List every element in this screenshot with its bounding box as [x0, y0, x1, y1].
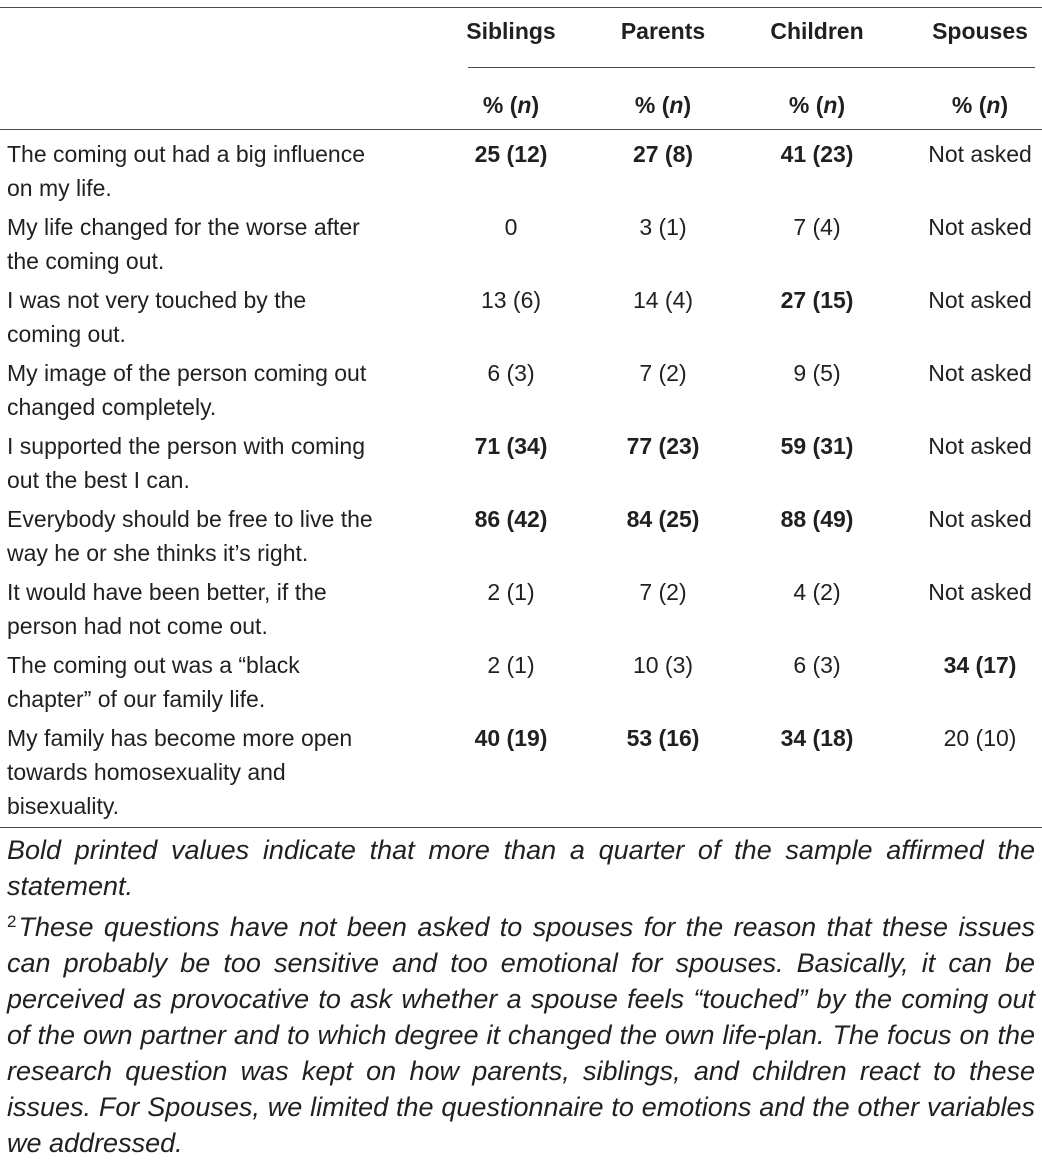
- cell-siblings: 86 (42): [474, 506, 548, 532]
- cell-parents: 7 (2): [639, 579, 687, 605]
- cell-siblings: 71 (34): [474, 433, 548, 459]
- row-statement: [7, 648, 417, 716]
- row-statement-line: The coming out was a “black: [7, 652, 300, 678]
- cell-siblings: 6 (3): [487, 360, 535, 386]
- cell-siblings: 25 (12): [474, 141, 548, 167]
- column-header-siblings: Siblings: [466, 18, 556, 44]
- cell-children: 27 (15): [780, 287, 854, 313]
- row-statement-line: way he or she thinks it’s right.: [7, 540, 309, 566]
- row-statement-line: on my life.: [7, 175, 112, 201]
- top-rule: [0, 7, 1042, 8]
- column-header-spouses: Spouses: [932, 18, 1028, 44]
- cell-spouses: 34 (17): [943, 652, 1017, 678]
- row-statement-line: It would have been better, if the: [7, 579, 327, 605]
- cell-parents: 84 (25): [626, 506, 700, 532]
- column-header-children: Children: [770, 18, 864, 44]
- column-subheader-siblings: % (n): [482, 92, 540, 118]
- cell-siblings: 2 (1): [487, 579, 535, 605]
- cell-children: 34 (18): [780, 725, 854, 751]
- column-subheader-spouses: % (n): [951, 92, 1009, 118]
- table-bottom-rule: [0, 827, 1042, 828]
- column-subheader-parents: % (n): [634, 92, 692, 118]
- cell-children: 7 (4): [793, 214, 841, 240]
- cell-parents: 3 (1): [639, 214, 687, 240]
- row-statement-line: I supported the person with coming: [7, 433, 365, 459]
- cell-children: 88 (49): [780, 506, 854, 532]
- row-statement: [7, 137, 417, 205]
- cell-parents: 7 (2): [639, 360, 687, 386]
- cell-siblings: 2 (1): [487, 652, 535, 678]
- row-statement: [7, 575, 417, 643]
- row-statement-line: My life changed for the worse after: [7, 214, 360, 240]
- cell-spouses: Not asked: [928, 506, 1032, 532]
- row-statement-line: person had not come out.: [7, 613, 268, 639]
- row-statement: [7, 429, 417, 497]
- cell-children: 41 (23): [780, 141, 854, 167]
- header-subrule: [468, 67, 1035, 68]
- column-header-parents: Parents: [620, 18, 706, 44]
- row-statement: [7, 210, 417, 278]
- row-statement: [7, 721, 417, 823]
- footnote-2-text: These questions have not been asked to spouses for the reason that these issues can probably be too sensitive and too emotional for spouses. Basically, it can be perceived as provocative to ask whether a spouse feels “touched” by the coming out of the own partner and to which degree it changed the own life-plan. The focus on the research question was kept on how parents, siblings, and children react to these issues. For Spouses, we limited the questionnaire to emotions and the other variables we addressed.: [7, 912, 1035, 1158]
- footnote-2-marker: 2: [7, 912, 17, 931]
- cell-spouses: Not asked: [928, 141, 1032, 167]
- cell-children: 9 (5): [793, 360, 841, 386]
- row-statement-line: towards homosexuality and: [7, 759, 286, 785]
- row-statement: [7, 502, 417, 570]
- footnote-bold-values: Bold printed values indicate that more than a quarter of the sample affirmed the statement.: [7, 835, 1035, 901]
- cell-children: 4 (2): [793, 579, 841, 605]
- cell-spouses: Not asked: [928, 579, 1032, 605]
- cell-spouses: 20 (10): [943, 725, 1017, 751]
- cell-parents: 14 (4): [632, 287, 694, 313]
- cell-spouses: Not asked: [928, 360, 1032, 386]
- cell-siblings: 40 (19): [474, 725, 548, 751]
- row-statement-line: My family has become more open: [7, 725, 353, 751]
- row-statement: [7, 283, 417, 351]
- row-statement: [7, 356, 417, 424]
- cell-spouses: Not asked: [928, 433, 1032, 459]
- row-statement-line: coming out.: [7, 321, 126, 347]
- column-subheader-children: % (n): [788, 92, 846, 118]
- row-statement-line: Everybody should be free to live the: [7, 506, 373, 532]
- row-statement-line: chapter” of our family life.: [7, 686, 266, 712]
- cell-parents: 53 (16): [626, 725, 700, 751]
- row-statement-line: The coming out had a big influence: [7, 141, 366, 167]
- cell-parents: 27 (8): [632, 141, 694, 167]
- row-statement-line: the coming out.: [7, 248, 165, 274]
- cell-parents: 77 (23): [626, 433, 700, 459]
- cell-siblings: 0: [504, 214, 518, 240]
- row-statement-line: bisexuality.: [7, 793, 120, 819]
- cell-spouses: Not asked: [928, 287, 1032, 313]
- row-statement-line: changed completely.: [7, 394, 217, 420]
- cell-spouses: Not asked: [928, 214, 1032, 240]
- row-statement-line: I was not very touched by the: [7, 287, 307, 313]
- cell-siblings: 13 (6): [480, 287, 542, 313]
- row-statement-line: My image of the person coming out: [7, 360, 367, 386]
- cell-children: 6 (3): [793, 652, 841, 678]
- cell-parents: 10 (3): [632, 652, 694, 678]
- header-bottom-rule: [0, 129, 1042, 130]
- row-statement-line: out the best I can.: [7, 467, 190, 493]
- footnote-2: [7, 904, 1035, 1161]
- cell-children: 59 (31): [780, 433, 854, 459]
